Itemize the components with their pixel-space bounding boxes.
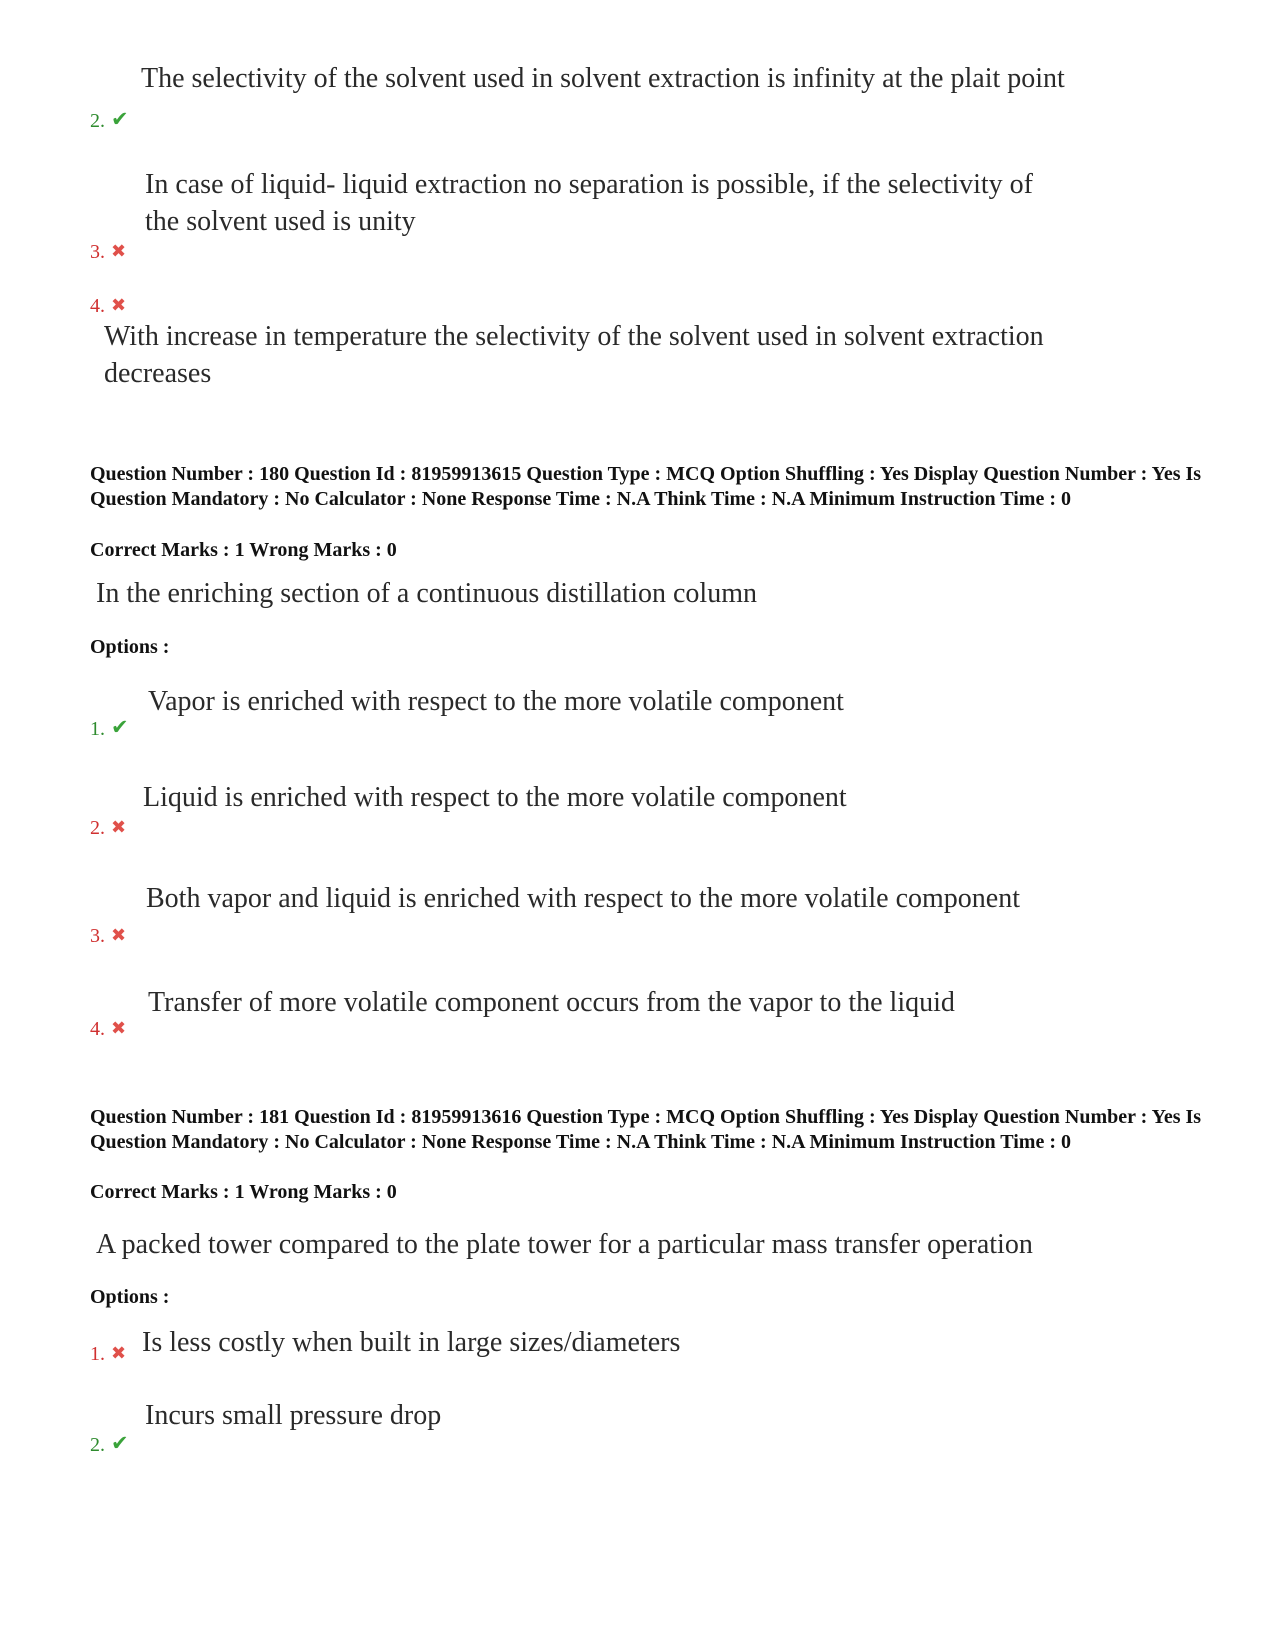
option-text: Liquid is enriched with respect to the more volatile component bbox=[143, 782, 847, 813]
correct-check-icon: ✔ bbox=[111, 107, 129, 131]
option-text: decreases bbox=[104, 358, 212, 389]
wrong-cross-icon: ✖ bbox=[111, 1343, 127, 1363]
option-number-wrong: 1. ✖ bbox=[90, 1343, 127, 1365]
option-number-correct: 2. ✔ bbox=[90, 1431, 129, 1456]
wrong-cross-icon: ✖ bbox=[111, 241, 127, 261]
question-marks: Correct Marks : 1 Wrong Marks : 0 bbox=[90, 1181, 397, 1203]
option-number-wrong: 3. ✖ bbox=[90, 925, 127, 947]
option-number-correct: 1. ✔ bbox=[90, 715, 129, 740]
correct-check-icon: ✔ bbox=[111, 715, 129, 739]
option-text: Both vapor and liquid is enriched with respect to the more volatile component bbox=[146, 883, 1021, 914]
option-text: the solvent used is unity bbox=[145, 206, 416, 237]
question-meta: Question Number : 180 Question Id : 81959913615 Question Type : MCQ Option Shuffling : Yes Display Question Number : Yes Is Question Mandatory : No Calculator : None Response Time : N.A Think Time : N.A Minimum Instruction Time : 0 bbox=[90, 463, 1202, 510]
option-text: Is less costly when built in large sizes/diameters bbox=[142, 1327, 681, 1358]
question-stem: A packed tower compared to the plate tower for a particular mass transfer operation bbox=[96, 1229, 1033, 1260]
option-number-wrong: 3. ✖ bbox=[90, 241, 127, 263]
option-text: Transfer of more volatile component occurs from the vapor to the liquid bbox=[148, 987, 955, 1018]
wrong-cross-icon: ✖ bbox=[111, 817, 127, 837]
option-text: The selectivity of the solvent used in solvent extraction is infinity at the plait point bbox=[141, 63, 1065, 94]
question-marks: Correct Marks : 1 Wrong Marks : 0 bbox=[90, 539, 397, 561]
option-number-wrong: 2. ✖ bbox=[90, 817, 127, 839]
option-number-wrong: 4. ✖ bbox=[90, 295, 127, 317]
wrong-cross-icon: ✖ bbox=[111, 1018, 127, 1038]
wrong-cross-icon: ✖ bbox=[111, 925, 127, 945]
wrong-cross-icon: ✖ bbox=[111, 295, 127, 315]
option-number-correct: 2. ✔ bbox=[90, 107, 129, 132]
question-meta: Question Number : 181 Question Id : 81959913616 Question Type : MCQ Option Shuffling : Yes Display Question Number : Yes Is Question Mandatory : No Calculator : None Response Time : N.A Think Time : N.A Minimum Instruction Time : 0 bbox=[90, 1106, 1202, 1153]
option-text: Vapor is enriched with respect to the more volatile component bbox=[148, 686, 844, 717]
options-label: Options : bbox=[90, 1286, 170, 1308]
option-text: In case of liquid- liquid extraction no separation is possible, if the selectivity of bbox=[145, 169, 1034, 200]
option-number-wrong: 4. ✖ bbox=[90, 1018, 127, 1040]
option-text: Incurs small pressure drop bbox=[145, 1400, 442, 1431]
option-text: With increase in temperature the selectivity of the solvent used in solvent extraction bbox=[104, 321, 1044, 352]
question-stem: In the enriching section of a continuous distillation column bbox=[96, 578, 757, 609]
correct-check-icon: ✔ bbox=[111, 1431, 129, 1455]
options-label: Options : bbox=[90, 636, 170, 658]
